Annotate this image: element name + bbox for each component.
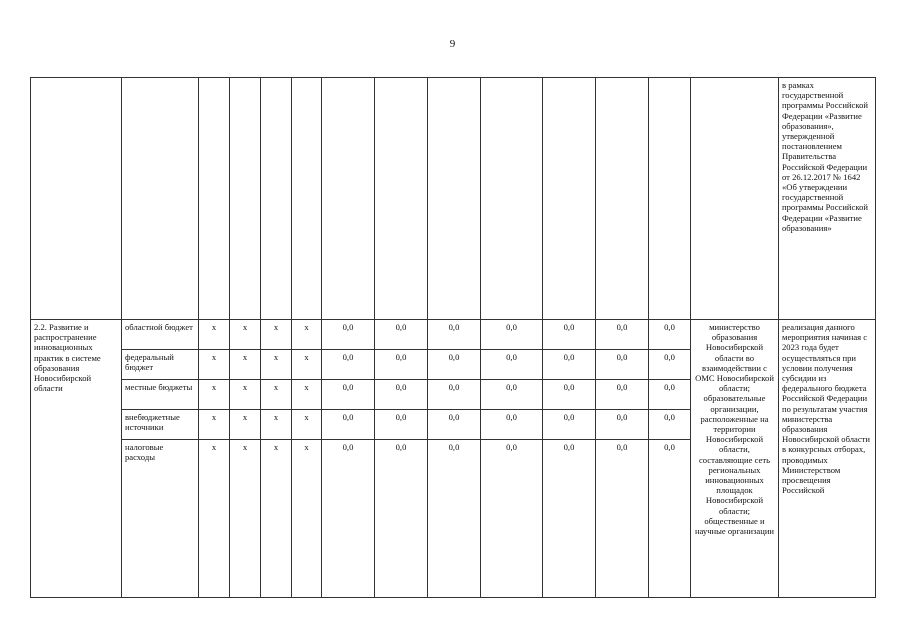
- empty-cell: [428, 78, 481, 320]
- value-cell: 0,0: [322, 350, 375, 380]
- x-cell: х: [292, 350, 322, 380]
- value-cell: 0,0: [481, 410, 543, 440]
- value-cell: 0,0: [375, 380, 428, 410]
- value-cell: 0,0: [481, 440, 543, 598]
- x-cell: х: [230, 410, 261, 440]
- empty-cell: [199, 78, 230, 320]
- value-cell: 0,0: [649, 410, 691, 440]
- value-cell: 0,0: [543, 380, 596, 410]
- value-cell: 0,0: [322, 320, 375, 350]
- executor-cell: министерство образования Новосибирской области во взаимодействии с ОМС Новосибирской области; образовательные организации, расположенные на территории Новосибирской области, составляющие сеть региональных инновационных площадок Новосибирской области; общественные и научные организации: [691, 320, 779, 598]
- funding-source: внебюджетные источники: [122, 410, 199, 440]
- page-number: 9: [449, 38, 456, 50]
- empty-cell: [375, 78, 428, 320]
- program-table: [30, 77, 876, 598]
- value-cell: 0,0: [375, 350, 428, 380]
- x-cell: х: [199, 320, 230, 350]
- value-cell: 0,0: [428, 350, 481, 380]
- value-cell: 0,0: [543, 410, 596, 440]
- value-cell: 0,0: [649, 440, 691, 598]
- x-cell: х: [292, 410, 322, 440]
- value-cell: 0,0: [322, 440, 375, 598]
- value-cell: 0,0: [596, 410, 649, 440]
- value-cell: 0,0: [596, 440, 649, 598]
- item-name: 2.2. Развитие и распространение инновационных практик в системе образования Новосибирской области: [31, 320, 122, 598]
- empty-cell: [122, 78, 199, 320]
- x-cell: х: [199, 350, 230, 380]
- value-cell: 0,0: [481, 380, 543, 410]
- funding-source: налоговые расходы: [122, 440, 199, 598]
- x-cell: х: [199, 410, 230, 440]
- x-cell: х: [261, 380, 292, 410]
- empty-cell: [31, 78, 122, 320]
- value-cell: 0,0: [428, 380, 481, 410]
- value-cell: 0,0: [543, 350, 596, 380]
- value-cell: 0,0: [543, 320, 596, 350]
- x-cell: х: [292, 320, 322, 350]
- value-cell: 0,0: [596, 320, 649, 350]
- empty-cell: [691, 78, 779, 320]
- empty-cell: [230, 78, 261, 320]
- empty-cell: [596, 78, 649, 320]
- continued-row: [31, 78, 876, 320]
- x-cell: х: [261, 320, 292, 350]
- x-cell: х: [230, 380, 261, 410]
- table-row: [31, 320, 876, 350]
- value-cell: 0,0: [428, 320, 481, 350]
- x-cell: х: [292, 440, 322, 598]
- value-cell: 0,0: [428, 440, 481, 598]
- value-cell: 0,0: [649, 380, 691, 410]
- empty-cell: [261, 78, 292, 320]
- x-cell: х: [199, 380, 230, 410]
- funding-source: областной бюджет: [122, 320, 199, 350]
- value-cell: 0,0: [481, 350, 543, 380]
- funding-source: местные бюджеты: [122, 380, 199, 410]
- continued-note: в рамках государственной программы Российской Федерации «Развитие образования», утвержденной постановлением Правительства Российской Федерации от 26.12.2017 № 1642 «Об утверждении государственной программы Российской Федерации «Развитие образования»: [779, 78, 876, 320]
- x-cell: х: [230, 320, 261, 350]
- value-cell: 0,0: [375, 320, 428, 350]
- note-cell: реализация данного мероприятия начиная с 2023 года будет осуществляться при условии получения субсидии из федерального бюджета Российской Федерации по результатам участия министерства образования Новосибирской области в конкурсных отборах, проводимых Министерством просвещения Российской: [779, 320, 876, 598]
- value-cell: 0,0: [596, 350, 649, 380]
- value-cell: 0,0: [649, 350, 691, 380]
- value-cell: 0,0: [649, 320, 691, 350]
- empty-cell: [649, 78, 691, 320]
- x-cell: х: [261, 440, 292, 598]
- value-cell: 0,0: [543, 440, 596, 598]
- value-cell: 0,0: [375, 440, 428, 598]
- value-cell: 0,0: [481, 320, 543, 350]
- x-cell: х: [261, 350, 292, 380]
- empty-cell: [322, 78, 375, 320]
- x-cell: х: [261, 410, 292, 440]
- value-cell: 0,0: [322, 410, 375, 440]
- value-cell: 0,0: [322, 380, 375, 410]
- x-cell: х: [199, 440, 230, 598]
- funding-source: федеральный бюджет: [122, 350, 199, 380]
- empty-cell: [481, 78, 543, 320]
- value-cell: 0,0: [596, 380, 649, 410]
- value-cell: 0,0: [375, 410, 428, 440]
- value-cell: 0,0: [428, 410, 481, 440]
- x-cell: х: [230, 440, 261, 598]
- empty-cell: [292, 78, 322, 320]
- x-cell: х: [292, 380, 322, 410]
- x-cell: х: [230, 350, 261, 380]
- empty-cell: [543, 78, 596, 320]
